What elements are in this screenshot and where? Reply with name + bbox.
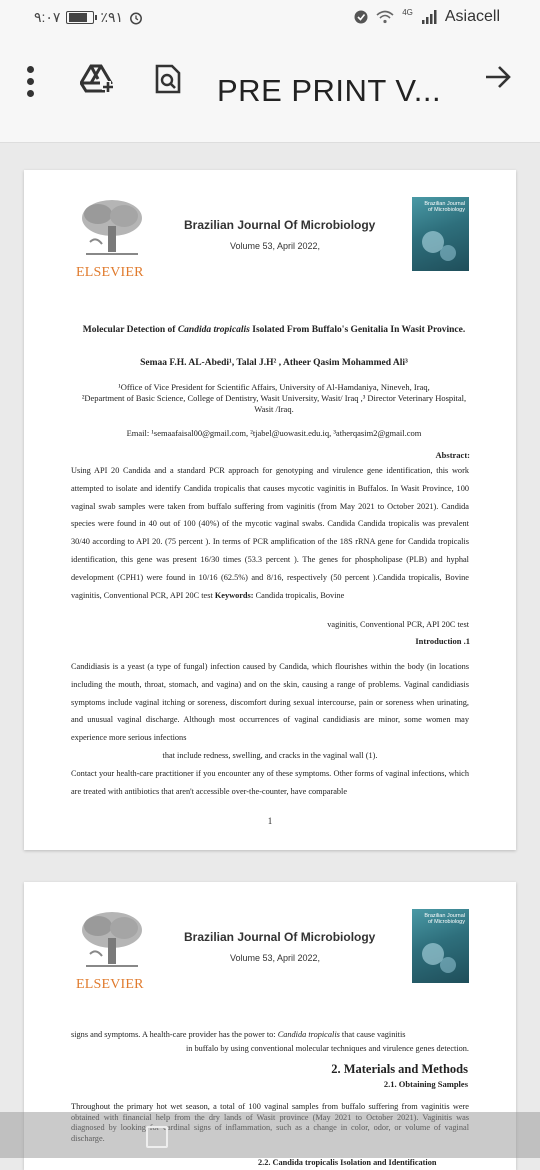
page-select-icon[interactable] (146, 1126, 168, 1148)
journal-volume: Volume 53, April 2022, (230, 241, 321, 251)
paper-affiliations: ¹Office of Vice President for Scientific Affairs, University of Al-Hamdaniya, Nineveh, Iraq, ²Department of Basic Science, College of Dentistry, Wasit University, Wasit/ Iraq ,³ Director Veterinary Hospital, Wasit /Iraq. (81, 382, 467, 414)
cover-title: Brazilian Journal of Microbiology (424, 913, 465, 925)
introduction-heading: Introduction .1 (415, 636, 470, 646)
journal-name: Brazilian Journal Of Microbiology (184, 218, 376, 232)
elsevier-logo-text: ELSEVIER (76, 265, 144, 280)
page-number: 1 (267, 816, 273, 826)
cover-title: Brazilian Journal of Microbiology (424, 201, 465, 213)
abstract-heading: Abstract: (435, 450, 470, 460)
abstract-body: Using API 20 Candida and a standard PCR approach for genotyping and virulence gene identification, this work attempted to isolate and identify Candida tropicalis that causes mycotic vaginitis in Buffalos. In Wasit Province, 100 vaginal swab samples were taken from buffalo suffering from vaginitis (from May 2021 to October 2021). Candida species were found in 40 out of 100 (40%) of the mycotic vaginal swabs. Candida Candida tropicalis was prevalent 30/40 according to API 20. (75 percent ). In terms of PCR amplification of the 18S rRNA gene for Candida tropicalis identification, this gene was present 16/30 times (53.3 percent ). The genes for phospholipase (PLB) and hyphal development (CPH1) were found in 10/16 (62.5%) and 8/16, respectively (50 percent ).Candida tropicalis, Bovine vaginitis, Conventional PCR, API 20C test Keywords: Candida tropicalis, Bovine (71, 466, 469, 600)
clock: ٩:٠٧ (34, 9, 61, 25)
journal-header-2 (24, 882, 516, 1002)
abstract-end: vaginitis, Conventional PCR, API 20C test (327, 620, 469, 629)
battery-percent: ٪٩١ (100, 9, 124, 25)
elsevier-tree-logo-icon (76, 196, 146, 256)
journal-volume: Volume 53, April 2022, (230, 953, 321, 963)
paper-emails: Email: ¹semaafaisal00@gmail.com, ²tjabel@uowasit.edu.iq, ³atherqasim2@gmail.com (126, 428, 422, 438)
alarm-icon (129, 11, 143, 25)
journal-cover-image (412, 197, 469, 271)
carrier-name: Asiacell (444, 8, 500, 25)
subsection-heading-isolation: 2.2. Candida tropicalis Isolation and Identification (258, 1158, 437, 1167)
status-bar (0, 0, 540, 36)
network-type: 4G (402, 7, 413, 17)
bottom-overlay-bar (0, 1112, 540, 1158)
section-heading-methods: 2. Materials and Methods (331, 1062, 468, 1076)
journal-name: Brazilian Journal Of Microbiology (184, 930, 376, 944)
paper-title: Molecular Detection of Candida tropicalis Isolated From Buffalo's Genitalia In Wasit Province. (82, 325, 466, 335)
drive-add-icon[interactable] (80, 64, 116, 94)
elsevier-logo-text: ELSEVIER (76, 977, 144, 992)
battery-icon (66, 11, 94, 24)
samples-body: Throughout the primary hot wet season, a total of 100 vaginal samples from buffalo suffering from vaginitis were (71, 1102, 469, 1111)
status-left (34, 9, 143, 26)
subsection-heading-samples: 2.1. Obtaining Samples (383, 1079, 468, 1089)
forward-arrow-icon[interactable] (484, 64, 512, 90)
wifi-icon (376, 10, 394, 24)
pdf-page-1 (24, 170, 516, 850)
status-right (354, 8, 500, 26)
paper-authors: Semaa F.H. AL-Abedi¹, Talal J.H² , Atheer Qasim Mohammed Ali³ (140, 358, 408, 368)
vpn-icon (354, 10, 368, 24)
document-title: PRE PRINT V... (217, 73, 442, 108)
introduction-body: Candidiasis is a yeast (a type of fungal) infection caused by Candida, which flourishes within the body (in locations including the mouth, throat, stomach, and vagina) and on the skin, causing a range of problems. Vaginal candidiasis symptoms include vaginal itching or soreness, discomfort during sexual intercourse, pain or soreness when urinating, and unusual vaginal discharge. Although most occurrences of vaginal candidiasis are minor, some women may experience more serious infections that include redness, swelling, and cracks in the vaginal wall (1). Contact your health-care practitioner if you encounter any of these symptoms. Other forms of vaginal infections, which are treated with antibiotics that aren't accessible over-the-counter, have comparable (71, 662, 469, 796)
journal-cover-image (412, 909, 469, 983)
signal-icon (421, 10, 437, 24)
page2-continuation-line2: in buffalo by using conventional molecular techniques and virulence genes detection. (185, 1044, 469, 1053)
more-vert-icon[interactable] (27, 66, 37, 102)
preview-icon[interactable] (155, 64, 181, 94)
app-toolbar (0, 36, 540, 143)
journal-header (24, 170, 516, 290)
elsevier-tree-logo-icon (76, 908, 146, 968)
page2-continuation: signs and symptoms. A health-care provider has the power to: Candida tropicalis that cause vaginitis (71, 1030, 406, 1039)
